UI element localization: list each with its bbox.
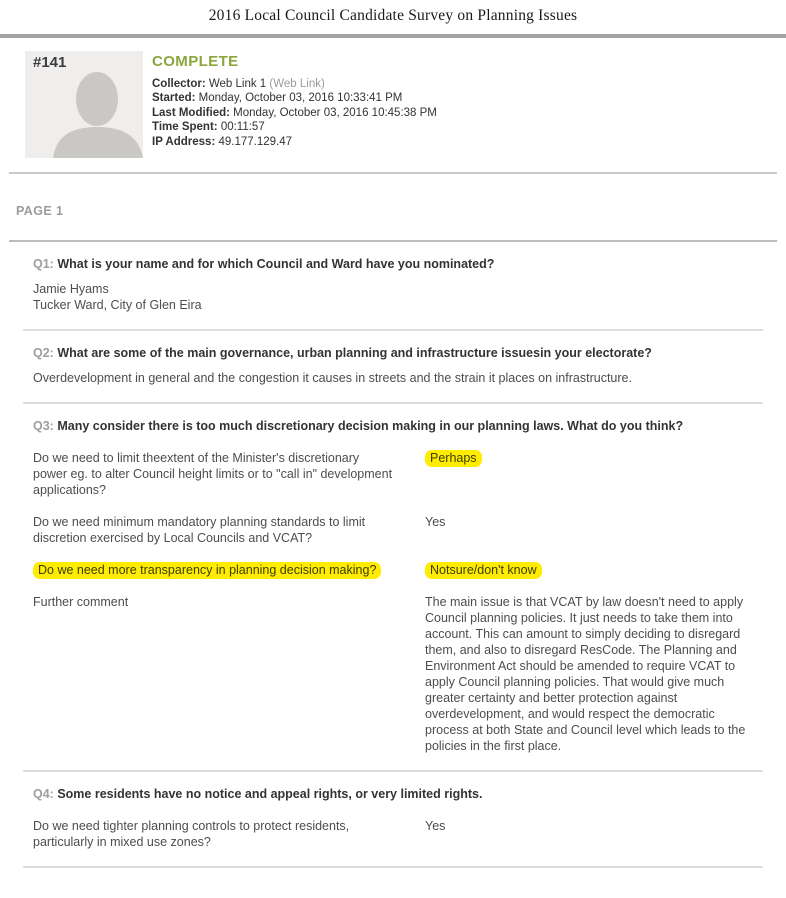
sub-question-text: [33, 562, 393, 578]
avatar: [25, 51, 143, 158]
sub-question-text: Do we need tighter planning controls to protect residents, particularly in mixed use zones?: [33, 819, 350, 849]
meta-time-spent: Time Spent: 00:11:57: [152, 121, 265, 134]
question-number: Q2:: [33, 346, 54, 360]
highlighted-question: Do we need more transparency in planning decision making?: [33, 562, 381, 579]
question-text: Many consider there is too much discretionary decision making in our planning laws. What do you think?: [57, 419, 684, 433]
sub-question-row: [33, 450, 753, 498]
question-heading: [33, 345, 753, 361]
sub-question-row: [33, 594, 753, 754]
question-block-q3: [23, 404, 763, 772]
page-title: 2016 Local Council Candidate Survey on Planning Issues: [208, 7, 578, 24]
sub-answer-text: Yes: [425, 819, 446, 833]
respondent-header: [0, 38, 786, 172]
sub-question-text: Further comment: [33, 595, 129, 609]
meta-started: Started: Monday, October 03, 2016 10:33:41 PM: [152, 92, 403, 105]
question-heading: [33, 256, 753, 272]
sub-answer-text: [425, 562, 753, 578]
answer-text: [33, 281, 753, 313]
sub-question-row: [33, 818, 753, 850]
question-text: Some residents have no notice and appeal rights, or very limited rights.: [57, 787, 483, 801]
sub-question-row: [33, 562, 753, 578]
question-number: Q3:: [33, 419, 54, 433]
page-section-label: PAGE 1: [16, 204, 64, 218]
answer-line: Tucker Ward, City of Glen Eira: [33, 298, 202, 312]
answer-text: [33, 370, 753, 386]
question-heading: [33, 786, 753, 802]
highlighted-answer: Perhaps: [425, 450, 482, 467]
question-block-q2: [23, 331, 763, 404]
question-text: What are some of the main governance, urban planning and infrastructure issuesin your electorate?: [57, 346, 652, 360]
meta-last-modified: Last Modified: Monday, October 03, 2016 10:45:38 PM: [152, 106, 437, 119]
question-heading: [33, 418, 753, 434]
question-number: Q4:: [33, 787, 54, 801]
respondent-id: #141: [33, 54, 67, 71]
question-block-q1: [23, 242, 763, 331]
question-text: What is your name and for which Council and Ward have you nominated?: [57, 257, 495, 271]
question-block-q4: [23, 772, 763, 868]
answer-line: Jamie Hyams: [33, 282, 109, 296]
sub-question-row: [33, 514, 753, 546]
sub-answer-text: Yes: [425, 515, 446, 529]
meta-collector: Collector: Web Link 1 (Web Link): [152, 78, 325, 90]
question-number: Q1:: [33, 257, 54, 271]
status-badge: COMPLETE: [152, 53, 239, 70]
bottom-whitespace: [0, 868, 786, 898]
respondent-meta: [152, 51, 437, 149]
sub-answer-text: [425, 450, 753, 498]
answer-line: Overdevelopment in general and the congestion it causes in streets and the strain it places on infrastructure.: [33, 371, 632, 385]
sub-answer-text: The main issue is that VCAT by law doesn't need to apply Council planning policies. It just needs to take them into account. This can amount to simply deciding to disregard them, and also to disregard ResCode. The Planning and Environment Act should be amended to require VCAT to apply Council planning policies. That would give much greater certainty and better protection against overdevelopment, and would respect the democratic process at both State and Council level which leads to the policies in the first place.: [425, 595, 746, 753]
sub-question-text: Do we need minimum mandatory planning standards to limit discretion exercised by Local Councils and VCAT?: [33, 515, 366, 545]
sub-question-text: Do we need to limit theextent of the Minister's discretionary power eg. to alter Council height limits or to "call in" development applications?: [33, 451, 393, 497]
highlighted-answer: Notsure/don't know: [425, 562, 542, 579]
meta-ip-address: IP Address: 49.177.129.47: [152, 135, 293, 148]
